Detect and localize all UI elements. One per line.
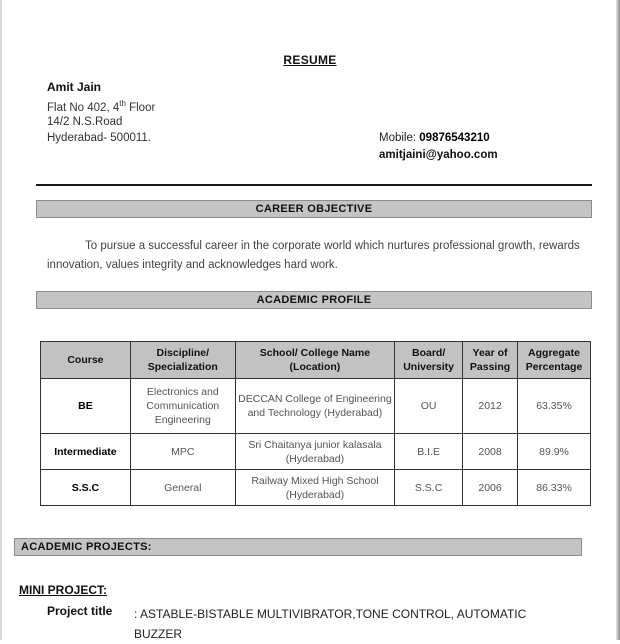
- academic-profile-table: [40, 341, 591, 506]
- address-line-1: [47, 99, 155, 114]
- cell-year: 2006: [463, 470, 518, 506]
- table-row: [41, 379, 591, 434]
- cell-course: BE: [41, 379, 131, 434]
- col-header-course: Course: [41, 342, 131, 379]
- header-divider: [36, 184, 592, 186]
- cell-course: S.S.C: [41, 470, 131, 506]
- address-line-3: Hyderabad- 500011.: [47, 132, 151, 144]
- cell-school: Sri Chaitanya junior kalasala (Hyderabad): [235, 434, 394, 470]
- cell-discipline: Electronics and Communication Engineering: [130, 379, 235, 434]
- cell-board: OU: [395, 379, 463, 434]
- address-line-2: 14/2 N.S.Road: [47, 116, 123, 128]
- table-header-row: [41, 342, 591, 379]
- address-line-1-prefix: Flat No 402, 4: [47, 101, 120, 114]
- cell-discipline: General: [130, 470, 235, 506]
- candidate-name: Amit Jain: [47, 80, 102, 94]
- cell-year: 2012: [463, 379, 518, 434]
- cell-school: Railway Mixed High School (Hyderabad): [235, 470, 394, 506]
- email-address: amitjaini@yahoo.com: [379, 149, 498, 161]
- mobile-label: Mobile:: [379, 132, 417, 144]
- cell-percentage: 63.35%: [518, 379, 591, 434]
- col-header-year: Year of Passing: [463, 342, 518, 379]
- project-title-label: Project title: [47, 604, 113, 618]
- mobile-number: [379, 132, 490, 144]
- table-row: [41, 434, 591, 470]
- cell-discipline: MPC: [130, 434, 235, 470]
- col-header-board: Board/ University: [395, 342, 463, 379]
- project-title-value: : ASTABLE-BISTABLE MULTIVIBRATOR,TONE CONTROL, AUTOMATIC BUZZER: [134, 607, 527, 641]
- address-line-1-sup: th: [119, 99, 126, 108]
- col-header-percentage: Aggregate Percentage: [518, 342, 591, 379]
- career-objective-heading: CAREER OBJECTIVE: [36, 200, 592, 218]
- page-left-edge: [0, 0, 2, 640]
- academic-profile-heading: ACADEMIC PROFILE: [36, 291, 592, 309]
- cell-board: B.I.E: [395, 434, 463, 470]
- resume-title: RESUME: [283, 53, 337, 67]
- table-row: [41, 470, 591, 506]
- page-right-edge: [616, 0, 620, 640]
- cell-board: S.S.C: [395, 470, 463, 506]
- mobile-value: 09876543210: [419, 132, 490, 144]
- cell-year: 2008: [463, 434, 518, 470]
- cell-school: DECCAN College of Engineering and Technology (Hyderabad): [235, 379, 394, 434]
- cell-percentage: 86.33%: [518, 470, 591, 506]
- cell-course: Intermediate: [41, 434, 131, 470]
- cell-percentage: 89.9%: [518, 434, 591, 470]
- col-header-discipline: Discipline/ Specialization: [130, 342, 235, 379]
- address-line-1-suffix: Floor: [125, 101, 156, 114]
- mini-project-heading: MINI PROJECT:: [19, 583, 108, 597]
- col-header-school: School/ College Name (Location): [235, 342, 394, 379]
- academic-projects-heading: ACADEMIC PROJECTS:: [14, 538, 582, 556]
- career-objective-text: To pursue a successful career in the corporate world which nurtures professional growth, rewards innovation, values integrity and acknowledges hard work.: [47, 240, 580, 271]
